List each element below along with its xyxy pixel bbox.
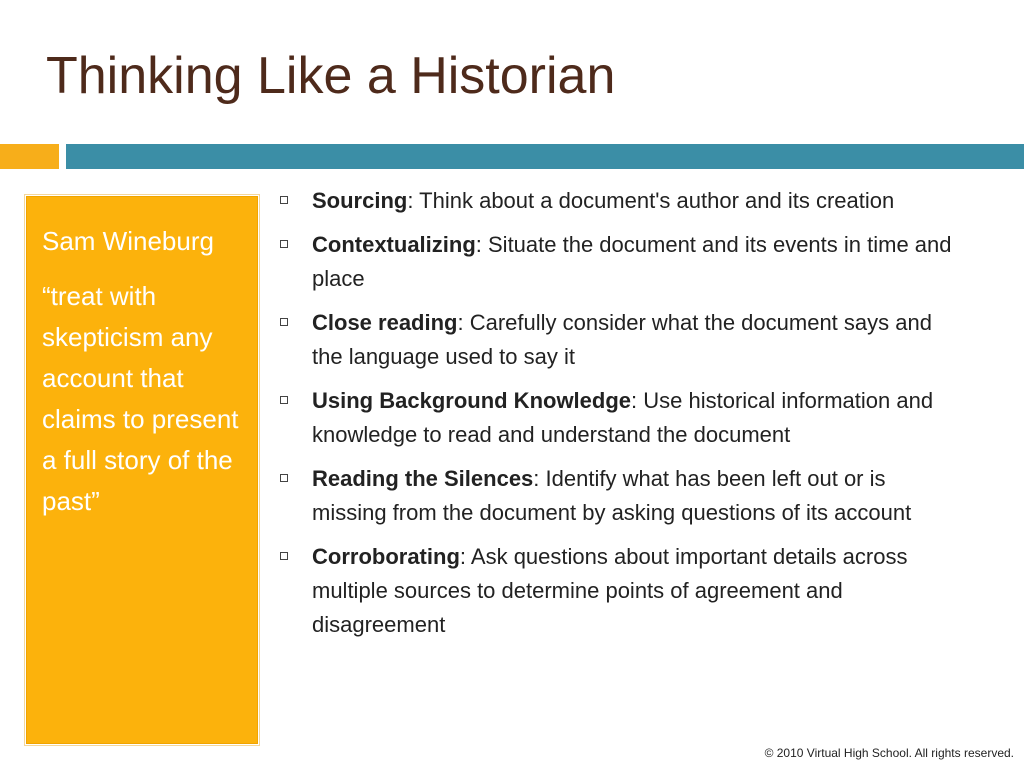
quote-author: Sam Wineburg [42,226,214,256]
list-item [276,184,966,218]
square-bullet-icon [280,318,288,326]
quote-text: “treat with skepticism any account that claims to present a full story of the past” [42,281,239,517]
bullet-term: Reading the Silences [312,466,534,491]
square-bullet-icon [280,474,288,482]
bullet-text: : Think about a document's author and its creation [407,188,895,213]
bullet-text: : Use historical information and knowledge to read and understand the document [312,388,934,447]
square-bullet-icon [280,552,288,560]
bullet-term: Using Background Knowledge [312,388,632,413]
accent-bar-orange [0,144,59,169]
square-bullet-icon [280,396,288,404]
square-bullet-icon [280,240,288,248]
bullet-term: Contextualizing [312,232,476,257]
copyright-footer: © 2010 Virtual High School. All rights reserved. [764,746,1014,760]
list-item [276,462,966,530]
list-item [276,384,966,452]
accent-bar-teal [66,144,1024,169]
bullet-text: : Carefully consider what the document says and the language used to say it [312,310,932,369]
list-item [276,540,966,642]
bullet-text: : Identify what has been left out or is missing from the document by asking questions of its account [312,466,912,525]
square-bullet-icon [280,196,288,204]
list-item [276,306,966,374]
skills-list [276,184,966,652]
quote-sidebar [24,194,260,746]
slide-title: Thinking Like a Historian [46,47,616,105]
bullet-term: Sourcing [312,188,408,213]
bullet-text: : Situate the document and its events in time and place [312,232,952,291]
bullet-text: : Ask questions about important details across multiple sources to determine points of agreement and disagreement [312,544,908,637]
bullet-term: Corroborating [312,544,460,569]
list-item [276,228,966,296]
bullet-term: Close reading [312,310,458,335]
